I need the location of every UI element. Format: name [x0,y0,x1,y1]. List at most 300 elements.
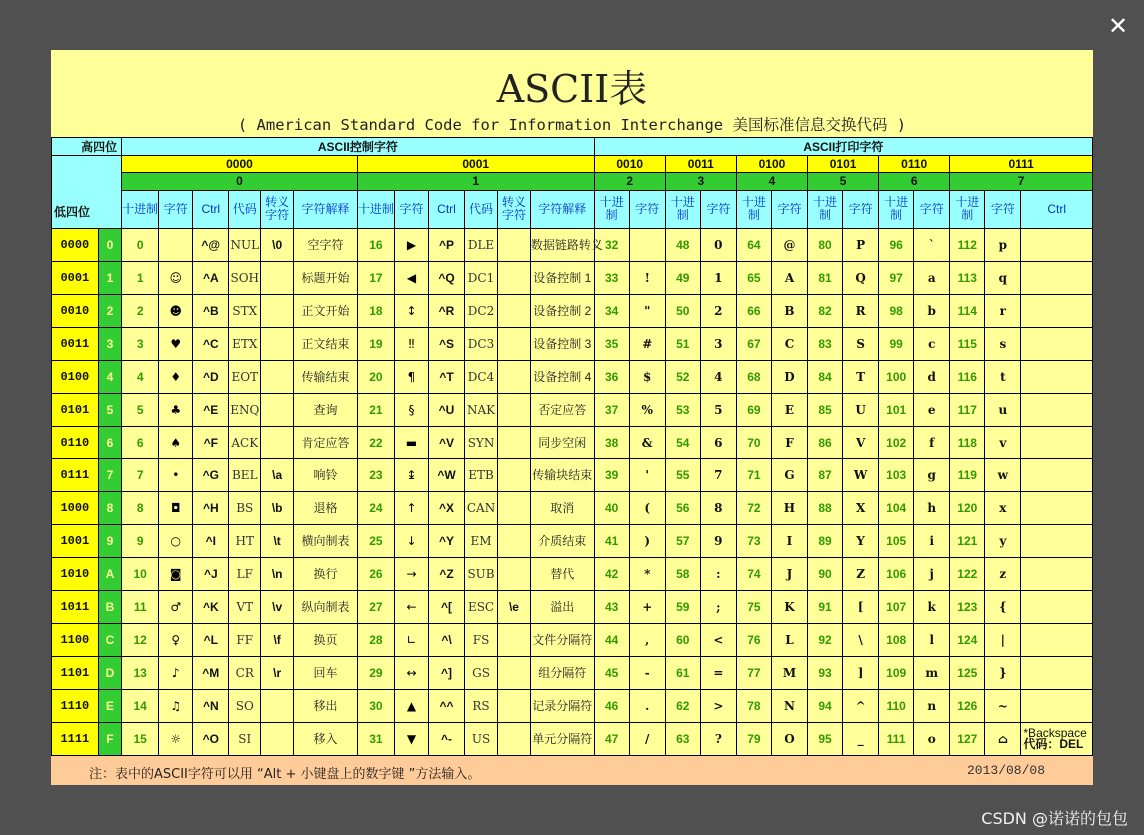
dec-value: 21 [357,393,394,426]
char-glyph: z [985,558,1021,591]
escape-seq [261,261,294,294]
dec-value: 60 [665,624,700,657]
ctrl-key: ^- [428,722,464,755]
dec-value: 65 [736,261,771,294]
char-glyph: 8 [700,492,736,525]
dec-value: 89 [808,525,843,558]
dec-value: 14 [122,690,159,723]
ctrl-cell [1021,261,1093,294]
code-name: DC3 [465,327,498,360]
dec-value: 15 [122,722,159,755]
char-glyph: [ [843,591,879,624]
code-name: DLE [465,228,498,261]
char-glyph: ☺ [159,261,193,294]
char-glyph: % [629,393,665,426]
col-header-esc: 转义字符 [261,190,294,228]
code-name: EM [465,525,498,558]
high-hex-6: 6 [879,173,950,190]
char-glyph: + [629,591,665,624]
col-header-dec: 十进制 [665,190,700,228]
char-glyph: ♂ [159,591,193,624]
escape-seq [497,327,530,360]
dec-value: 16 [357,228,394,261]
dec-value: 25 [357,525,394,558]
dec-value: 88 [808,492,843,525]
char-glyph: V [843,426,879,459]
table-row [52,261,1093,294]
escape-seq [497,558,530,591]
char-glyph: ¶ [394,360,428,393]
dec-value: 20 [357,360,394,393]
escape-seq [261,327,294,360]
code-name: SO [229,690,261,723]
char-glyph: T [843,360,879,393]
dec-value: 87 [808,459,843,492]
code-name: BEL [229,459,261,492]
del-note-line2: 代码：DEL [1023,736,1084,751]
ctrl-key: ^P [428,228,464,261]
table-row [52,525,1093,558]
char-glyph: @ [771,228,807,261]
char-glyph: 4 [700,360,736,393]
dec-value: 118 [950,426,985,459]
char-glyph: 3 [700,327,736,360]
code-name: ESC [465,591,498,624]
dec-value: 55 [665,459,700,492]
low-bits: 1000 [52,492,99,525]
char-glyph: ⌂ [985,722,1021,755]
char-description: 移出 [294,690,358,723]
dec-value: 39 [594,459,629,492]
dec-value: 31 [357,722,394,755]
dec-value: 49 [665,261,700,294]
dec-value: 17 [357,261,394,294]
code-name: SUB [465,558,498,591]
char-glyph: A [771,261,807,294]
dec-value: 79 [736,722,771,755]
char-glyph: _ [843,722,879,755]
char-description: 文件分隔符 [530,624,594,657]
ctrl-cell [1021,525,1093,558]
char-glyph: 2 [700,294,736,327]
high-bits-0: 0000 [122,156,358,173]
ctrl-key: ^D [193,360,229,393]
char-glyph: < [700,624,736,657]
escape-seq [497,426,530,459]
dec-value: 18 [357,294,394,327]
dec-value: 115 [950,327,985,360]
escape-seq [497,525,530,558]
ctrl-key: ^G [193,459,229,492]
char-glyph: ' [629,459,665,492]
char-glyph: , [629,624,665,657]
char-glyph: C [771,327,807,360]
escape-seq [261,426,294,459]
char-glyph: ? [700,722,736,755]
ctrl-key: ^U [428,393,464,426]
dec-value: 66 [736,294,771,327]
char-glyph: ▶ [394,228,428,261]
dec-value: 36 [594,360,629,393]
ctrl-key: ^\ [428,624,464,657]
ctrl-key: ^H [193,492,229,525]
col-header-desc: 字符解释 [530,190,594,228]
dec-value: 5 [122,393,159,426]
dec-value: 38 [594,426,629,459]
dec-value: 37 [594,393,629,426]
low-hex: 5 [98,393,121,426]
code-name: US [465,722,498,755]
ctrl-key: ^B [193,294,229,327]
watermark: CSDN @诺诺的包包 [981,809,1128,828]
char-glyph: ♠ [159,426,193,459]
table-row [52,393,1093,426]
low-bits: 1111 [52,722,99,755]
dec-value: 6 [122,426,159,459]
char-glyph: ^ [843,690,879,723]
dec-value: 58 [665,558,700,591]
dec-value: 85 [808,393,843,426]
char-glyph: R [843,294,879,327]
dec-value: 24 [357,492,394,525]
dec-value: 40 [594,492,629,525]
table-row [52,426,1093,459]
char-glyph: q [985,261,1021,294]
char-description: 纵向制表 [294,591,358,624]
ctrl-key: ^I [193,525,229,558]
dec-value: 41 [594,525,629,558]
code-name: GS [465,657,498,690]
low-hex: 8 [98,492,121,525]
char-glyph: ; [700,591,736,624]
dec-value: 121 [950,525,985,558]
char-glyph: ▲ [394,690,428,723]
char-glyph: F [771,426,807,459]
char-glyph: o [914,722,950,755]
dec-value: 23 [357,459,394,492]
char-glyph: ☼ [159,722,193,755]
dec-value: 86 [808,426,843,459]
dec-value: 71 [736,459,771,492]
char-glyph: $ [629,360,665,393]
char-glyph: ♪ [159,657,193,690]
char-glyph: W [843,459,879,492]
ctrl-key: ^Z [428,558,464,591]
page-title: ASCII表 [496,67,648,111]
char-description: 退格 [294,492,358,525]
dec-value: 28 [357,624,394,657]
code-name: EOT [229,360,261,393]
low-bits: 1011 [52,591,99,624]
char-glyph: § [394,393,428,426]
char-description: 设备控制 1 [530,261,594,294]
dec-value: 117 [950,393,985,426]
col-header-ctrl: Ctrl [193,190,229,228]
col-header-char: 字符 [914,190,950,228]
char-glyph: L [771,624,807,657]
dec-value: 78 [736,690,771,723]
char-description: 记录分隔符 [530,690,594,723]
table-row [52,558,1093,591]
ctrl-key: ^[ [428,591,464,624]
ctrl-key: ^R [428,294,464,327]
table-row [52,492,1093,525]
char-glyph: Y [843,525,879,558]
escape-seq [497,228,530,261]
ctrl-cell [1021,426,1093,459]
char-glyph: ↓ [394,525,428,558]
dec-value: 114 [950,294,985,327]
ctrl-key: ^L [193,624,229,657]
dec-value: 12 [122,624,159,657]
char-glyph: h [914,492,950,525]
char-glyph: \ [843,624,879,657]
dec-value: 110 [879,690,914,723]
escape-seq [497,624,530,657]
char-glyph: 6 [700,426,736,459]
dec-value: 68 [736,360,771,393]
dec-value: 127 [950,722,985,755]
dec-value: 34 [594,294,629,327]
ctrl-cell [1021,327,1093,360]
char-glyph: 0 [700,228,736,261]
char-glyph: ▼ [394,722,428,755]
escape-seq: \f [261,624,294,657]
col-header-dec: 十进制 [736,190,771,228]
char-glyph: i [914,525,950,558]
code-name: LF [229,558,261,591]
char-glyph: " [629,294,665,327]
code-name: RS [465,690,498,723]
ctrl-key: ^M [193,657,229,690]
char-glyph: ↨ [394,459,428,492]
high-bits-3: 0011 [665,156,736,173]
dec-value: 123 [950,591,985,624]
char-glyph: • [159,459,193,492]
char-description: 查询 [294,393,358,426]
dec-value: 44 [594,624,629,657]
char-description: 设备控制 2 [530,294,594,327]
dec-value: 59 [665,591,700,624]
ctrl-key: ^T [428,360,464,393]
char-description: 介质结束 [530,525,594,558]
dec-value: 50 [665,294,700,327]
ctrl-cell [1021,228,1093,261]
char-glyph: P [843,228,879,261]
char-description: 传输块结束 [530,459,594,492]
dec-value: 56 [665,492,700,525]
char-description: 溢出 [530,591,594,624]
code-name: ETX [229,327,261,360]
dec-value: 10 [122,558,159,591]
escape-seq [261,360,294,393]
table-row [52,624,1093,657]
char-glyph: ♦ [159,360,193,393]
low-hex: C [98,624,121,657]
char-glyph: & [629,426,665,459]
ctrl-key: ^Y [428,525,464,558]
table-row [52,360,1093,393]
char-glyph: ◘ [159,492,193,525]
char-glyph: 7 [700,459,736,492]
low-bits: 1101 [52,657,99,690]
col-header-code: 代码 [465,190,498,228]
low-hex: 9 [98,525,121,558]
char-glyph: ∟ [394,624,428,657]
low-hex: 1 [98,261,121,294]
dec-value: 2 [122,294,159,327]
dec-value: 61 [665,657,700,690]
ascii-table [51,137,1093,756]
low-hex: A [98,558,121,591]
col-header-dec: 十进制 [950,190,985,228]
high-hex-5: 5 [808,173,879,190]
col-header-desc: 字符解释 [294,190,358,228]
col-header-code: 代码 [229,190,261,228]
char-glyph: ▬ [394,426,428,459]
low-bits: 1110 [52,690,99,723]
escape-seq: \a [261,459,294,492]
code-name: ENQ [229,393,261,426]
ctrl-key: ^Q [428,261,464,294]
char-glyph: ‼ [394,327,428,360]
escape-seq: \v [261,591,294,624]
char-description: 同步空闲 [530,426,594,459]
dec-value: 8 [122,492,159,525]
char-glyph: v [985,426,1021,459]
escape-seq [497,393,530,426]
ctrl-cell [1021,393,1093,426]
char-glyph: B [771,294,807,327]
char-glyph [159,228,193,261]
printable-chars-header: ASCII打印字符 [594,138,1092,156]
char-description: 传输结束 [294,360,358,393]
char-description: 空字符 [294,228,358,261]
table-row [52,459,1093,492]
table-row [52,294,1093,327]
dec-value: 33 [594,261,629,294]
col-header-dec: 十进制 [357,190,394,228]
char-glyph: O [771,722,807,755]
dec-value: 82 [808,294,843,327]
escape-seq: \0 [261,228,294,261]
code-name: STX [229,294,261,327]
char-description: 标题开始 [294,261,358,294]
dec-value: 27 [357,591,394,624]
dec-value: 46 [594,690,629,723]
char-glyph: = [700,657,736,690]
char-glyph: u [985,393,1021,426]
char-glyph: x [985,492,1021,525]
dec-value: 29 [357,657,394,690]
char-glyph: Z [843,558,879,591]
char-glyph: m [914,657,950,690]
low-hex: 0 [98,228,121,261]
escape-seq [497,360,530,393]
ctrl-cell [1021,360,1093,393]
high-bits-1: 0001 [357,156,594,173]
dec-value: 3 [122,327,159,360]
char-description: 回车 [294,657,358,690]
escape-seq: \r [261,657,294,690]
dec-value: 67 [736,327,771,360]
char-glyph: Q [843,261,879,294]
col-header-dec: 十进制 [594,190,629,228]
char-glyph: ♫ [159,690,193,723]
char-glyph: D [771,360,807,393]
col-header-char: 字符 [985,190,1021,228]
char-glyph: l [914,624,950,657]
ctrl-cell [1021,492,1093,525]
dec-value: 107 [879,591,914,624]
char-glyph: : [700,558,736,591]
dec-value: 9 [122,525,159,558]
col-header-char: 字符 [843,190,879,228]
char-description: 否定应答 [530,393,594,426]
char-glyph: G [771,459,807,492]
dec-value: 13 [122,657,159,690]
char-glyph: E [771,393,807,426]
table-row [52,591,1093,624]
code-name: SYN [465,426,498,459]
escape-seq [497,261,530,294]
dec-value: 73 [736,525,771,558]
escape-seq [261,393,294,426]
ctrl-cell [1021,459,1093,492]
dec-value: 48 [665,228,700,261]
char-glyph: → [394,558,428,591]
low-hex: F [98,722,121,755]
low-hex: D [98,657,121,690]
dec-value: 7 [122,459,159,492]
escape-seq [261,294,294,327]
dec-value: 97 [879,261,914,294]
corner-low-label: 低四位 [52,156,122,229]
control-chars-header: ASCII控制字符 [122,138,595,156]
char-glyph: ♥ [159,327,193,360]
char-glyph: ` [914,228,950,261]
dec-value: 122 [950,558,985,591]
dec-value: 103 [879,459,914,492]
dec-value: 91 [808,591,843,624]
dec-value: 104 [879,492,914,525]
high-hex-1: 1 [357,173,594,190]
ascii-table-image [51,50,1093,785]
dec-value: 81 [808,261,843,294]
close-icon[interactable]: ✕ [1107,12,1129,40]
dec-value: 80 [808,228,843,261]
code-name: ETB [465,459,498,492]
dec-value: 62 [665,690,700,723]
low-bits: 0111 [52,459,99,492]
char-glyph: | [985,624,1021,657]
dec-value: 72 [736,492,771,525]
escape-seq: \t [261,525,294,558]
dec-value: 47 [594,722,629,755]
char-glyph: ~ [985,690,1021,723]
table-row [52,657,1093,690]
char-glyph: } [985,657,1021,690]
char-description: 替代 [530,558,594,591]
escape-seq [497,657,530,690]
ctrl-cell [1021,657,1093,690]
col-header-esc: 转义字符 [497,190,530,228]
dec-value: 116 [950,360,985,393]
dec-value: 45 [594,657,629,690]
char-glyph: X [843,492,879,525]
char-glyph: ( [629,492,665,525]
dec-value: 96 [879,228,914,261]
